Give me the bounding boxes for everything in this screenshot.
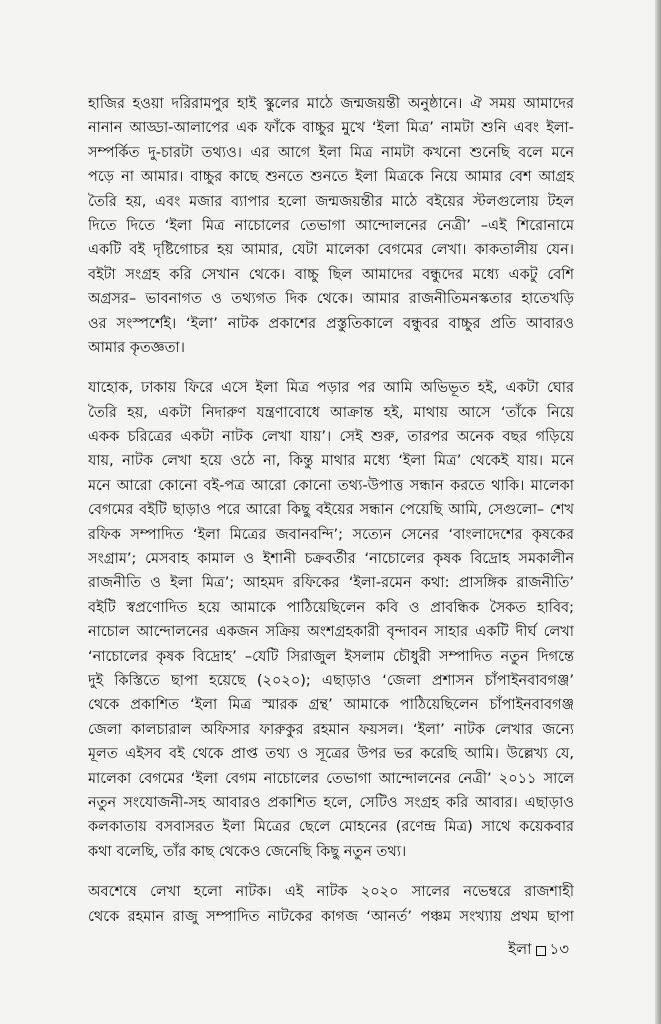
text-line: মালেকা বেগমের ‘ইলা বেগম নাচোলের তেভাগা আন্দোলনের নেত্রী’ ২০১১ সালে — [88, 770, 574, 787]
text-line: বেগমের বইটি ছাড়াও পরে আরো কিছু বইয়ের সন্ধান পেয়েছি আমি, সেগুলো– শেখ — [88, 502, 574, 519]
text-line: জেলা কালচারাল অফিসার ফারুকুর রহমান ফয়সল। ‘ইলা’ নাটক লেখার জন্যে — [88, 721, 574, 738]
footer-book-title: ইলা — [508, 940, 532, 958]
page-number: ১৩ — [549, 940, 569, 958]
text-line: বইটি স্বপ্রণোদিত হয়ে আমাকে পাঠিয়েছিলেন কবি ও প্রাবন্ধিক সৈকত হাবিব; — [88, 599, 574, 616]
text-line: পড়ে না আমার। বাচ্চুর কাছে শুনতে শুনতে ইলা মিত্রকে নিয়ে আমার বেশ আগ্রহ — [88, 169, 574, 186]
page-footer — [508, 938, 569, 963]
text-line: তৈরি হয়, একটা নিদারুণ যন্ত্রণাবোধে আক্রান্ত হই, মাথায় আসে ‘তাঁকে নিয়ে — [88, 404, 574, 421]
text-line: যাহোক, ঢাকায় ফিরে এসে ইলা মিত্র পড়ার পর আমি অভিভূত হই, একটা ঘোর — [88, 380, 574, 397]
paragraph — [88, 376, 574, 864]
body-text — [88, 92, 574, 945]
text-line: নতুন সংযোজনী-সহ আবারও প্রকাশিত হলে, সেটিও সংগ্রহ করি আবার। এছাড়াও — [88, 794, 574, 811]
text-line: সংগ্রাম’; মেসবাহ কামাল ও ইশানী চক্রবর্তীর ‘নাচোলের কৃষক বিদ্রোহ সমকালীন — [88, 551, 574, 568]
text-line: তৈরি হয়, এবং মজার ব্যাপার হলো জন্মজয়ন্তীর মাঠে বইয়ের স্টলগুলোয় টহল — [88, 193, 574, 210]
text-line: দিতে দিতে ‘ইলা মিত্র নাচোলের তেভাগা আন্দোলনের নেত্রী’ –এই শিরোনামে — [88, 217, 574, 234]
text-line: দুই কিস্তিতে ছাপা হয়েছে (২০২০); এছাড়াও ‘জেলা প্রশাসন চাঁপাইনবাবগঞ্জ’ — [88, 672, 574, 689]
page-edge-shadow — [655, 0, 661, 1024]
text-line: ‘নাচোলের কৃষক বিদ্রোহ’ –যেটি সিরাজুল ইসলাম চৌধুরী সম্পাদিত নতুন দিগন্তে — [88, 648, 574, 665]
text-line: কলকাতায় বসবাসরত ইলা মিত্রের ছেলে মোহনের (রণেন্দ্র মিত্র) সাথে কয়েকবার — [88, 819, 574, 836]
text-line: থেকে রহমান রাজু সম্পাদিত নাটকের কাগজ ‘আনর্ত’ পঞ্চম সংখ্যায় প্রথম ছাপা — [88, 908, 574, 925]
square-box-icon — [536, 946, 546, 956]
text-line: কথা বলেছি, তাঁর কাছ থেকেও জেনেছি কিছু নতুন তথ্য। — [88, 843, 407, 860]
paragraph — [88, 880, 574, 929]
text-line: মূলত এইসব বই থেকে প্রাপ্ত তথ্য ও সূত্রের উপর ভর করেছি আমি। উল্লেখ্য যে, — [88, 746, 574, 763]
text-line: রফিক সম্পাদিত ‘ইলা মিত্রের জবানবন্দি’; সত্যেন সেনের ‘বাংলাদেশের কৃষকের — [88, 526, 574, 543]
text-line: আমার কৃতজ্ঞতা। — [88, 339, 185, 356]
text-line: অবশেষে লেখা হলো নাটক। এই নাটক ২০২০ সালের নভেম্বরে রাজশাহী — [88, 884, 574, 901]
text-line: ওর সংস্পর্শেই। ‘ইলা’ নাটক প্রকাশের প্রস্তুতিকালে বন্ধুবর বাচ্চুর প্রতি আবারও — [88, 315, 574, 332]
text-line: নাচোল আন্দোলনের একজন সক্রিয় অংশগ্রহকারী বৃন্দাবন সাহার একটি দীর্ঘ লেখা — [88, 624, 574, 641]
paragraph — [88, 92, 574, 360]
text-line: একটি বই দৃষ্টিগোচর হয় আমার, যেটা মালেকা বেগমের লেখা। কাকতালীয় যেন। — [88, 242, 574, 259]
text-line: সম্পর্কিত দু-চারটা তথ্যও। এর আগে ইলা মিত্র নামটা কখনো শুনেছি বলে মনে — [88, 144, 574, 161]
text-line: মনে আরো কোনো বই-পত্র আরো কোনো তথ্য-উপাত্ত সন্ধান করতে থাকি। মালেকা — [88, 477, 574, 494]
text-line: বইটা সংগ্রহ করি সেখান থেকে। বাচ্চু ছিল আমাদের বন্ধুদের মধ্যে একটু বেশি — [88, 266, 574, 283]
text-line: যায়, নাটক লেখা হয়ে ওঠে না, কিন্তু মাথার মধ্যে ‘ইলা মিত্র’ থেকেই যায়। মনে — [88, 453, 574, 470]
text-line: রাজনীতি ও ইলা মিত্র’; আহমদ রফিকের ‘ইলা-রমেন কথা: প্রাসঙ্গিক রাজনীতি’ — [88, 575, 574, 592]
text-line: নানান আড্ডা-আলাপের এক ফাঁকে বাচ্চুর মুখে ‘ইলা মিত্র’ নামটা শুনি এবং ইলা- — [88, 120, 574, 137]
text-line: অগ্রসর– ভাবনাগত ও তথ্যগত দিক থেকে। আমার রাজনীতিমনস্কতার হাতেখড়ি — [88, 291, 574, 308]
text-line: একক চরিত্রের একটা নাটক লেখা যায়’। সেই শুরু, তারপর অনেক বছর গড়িয়ে — [88, 429, 574, 446]
text-line: হাজির হওয়া দরিরামপুর হাই স্কুলের মাঠে জন্মজয়ন্তী অনুষ্ঠানে। ঐ সময় আমাদের — [88, 96, 574, 112]
text-line: থেকে প্রকাশিত ‘ইলা মিত্র স্মারক গ্রন্থ’ আমাকে পাঠিয়েছিলেন চাঁপাইনবাবগঞ্জ — [88, 697, 574, 714]
